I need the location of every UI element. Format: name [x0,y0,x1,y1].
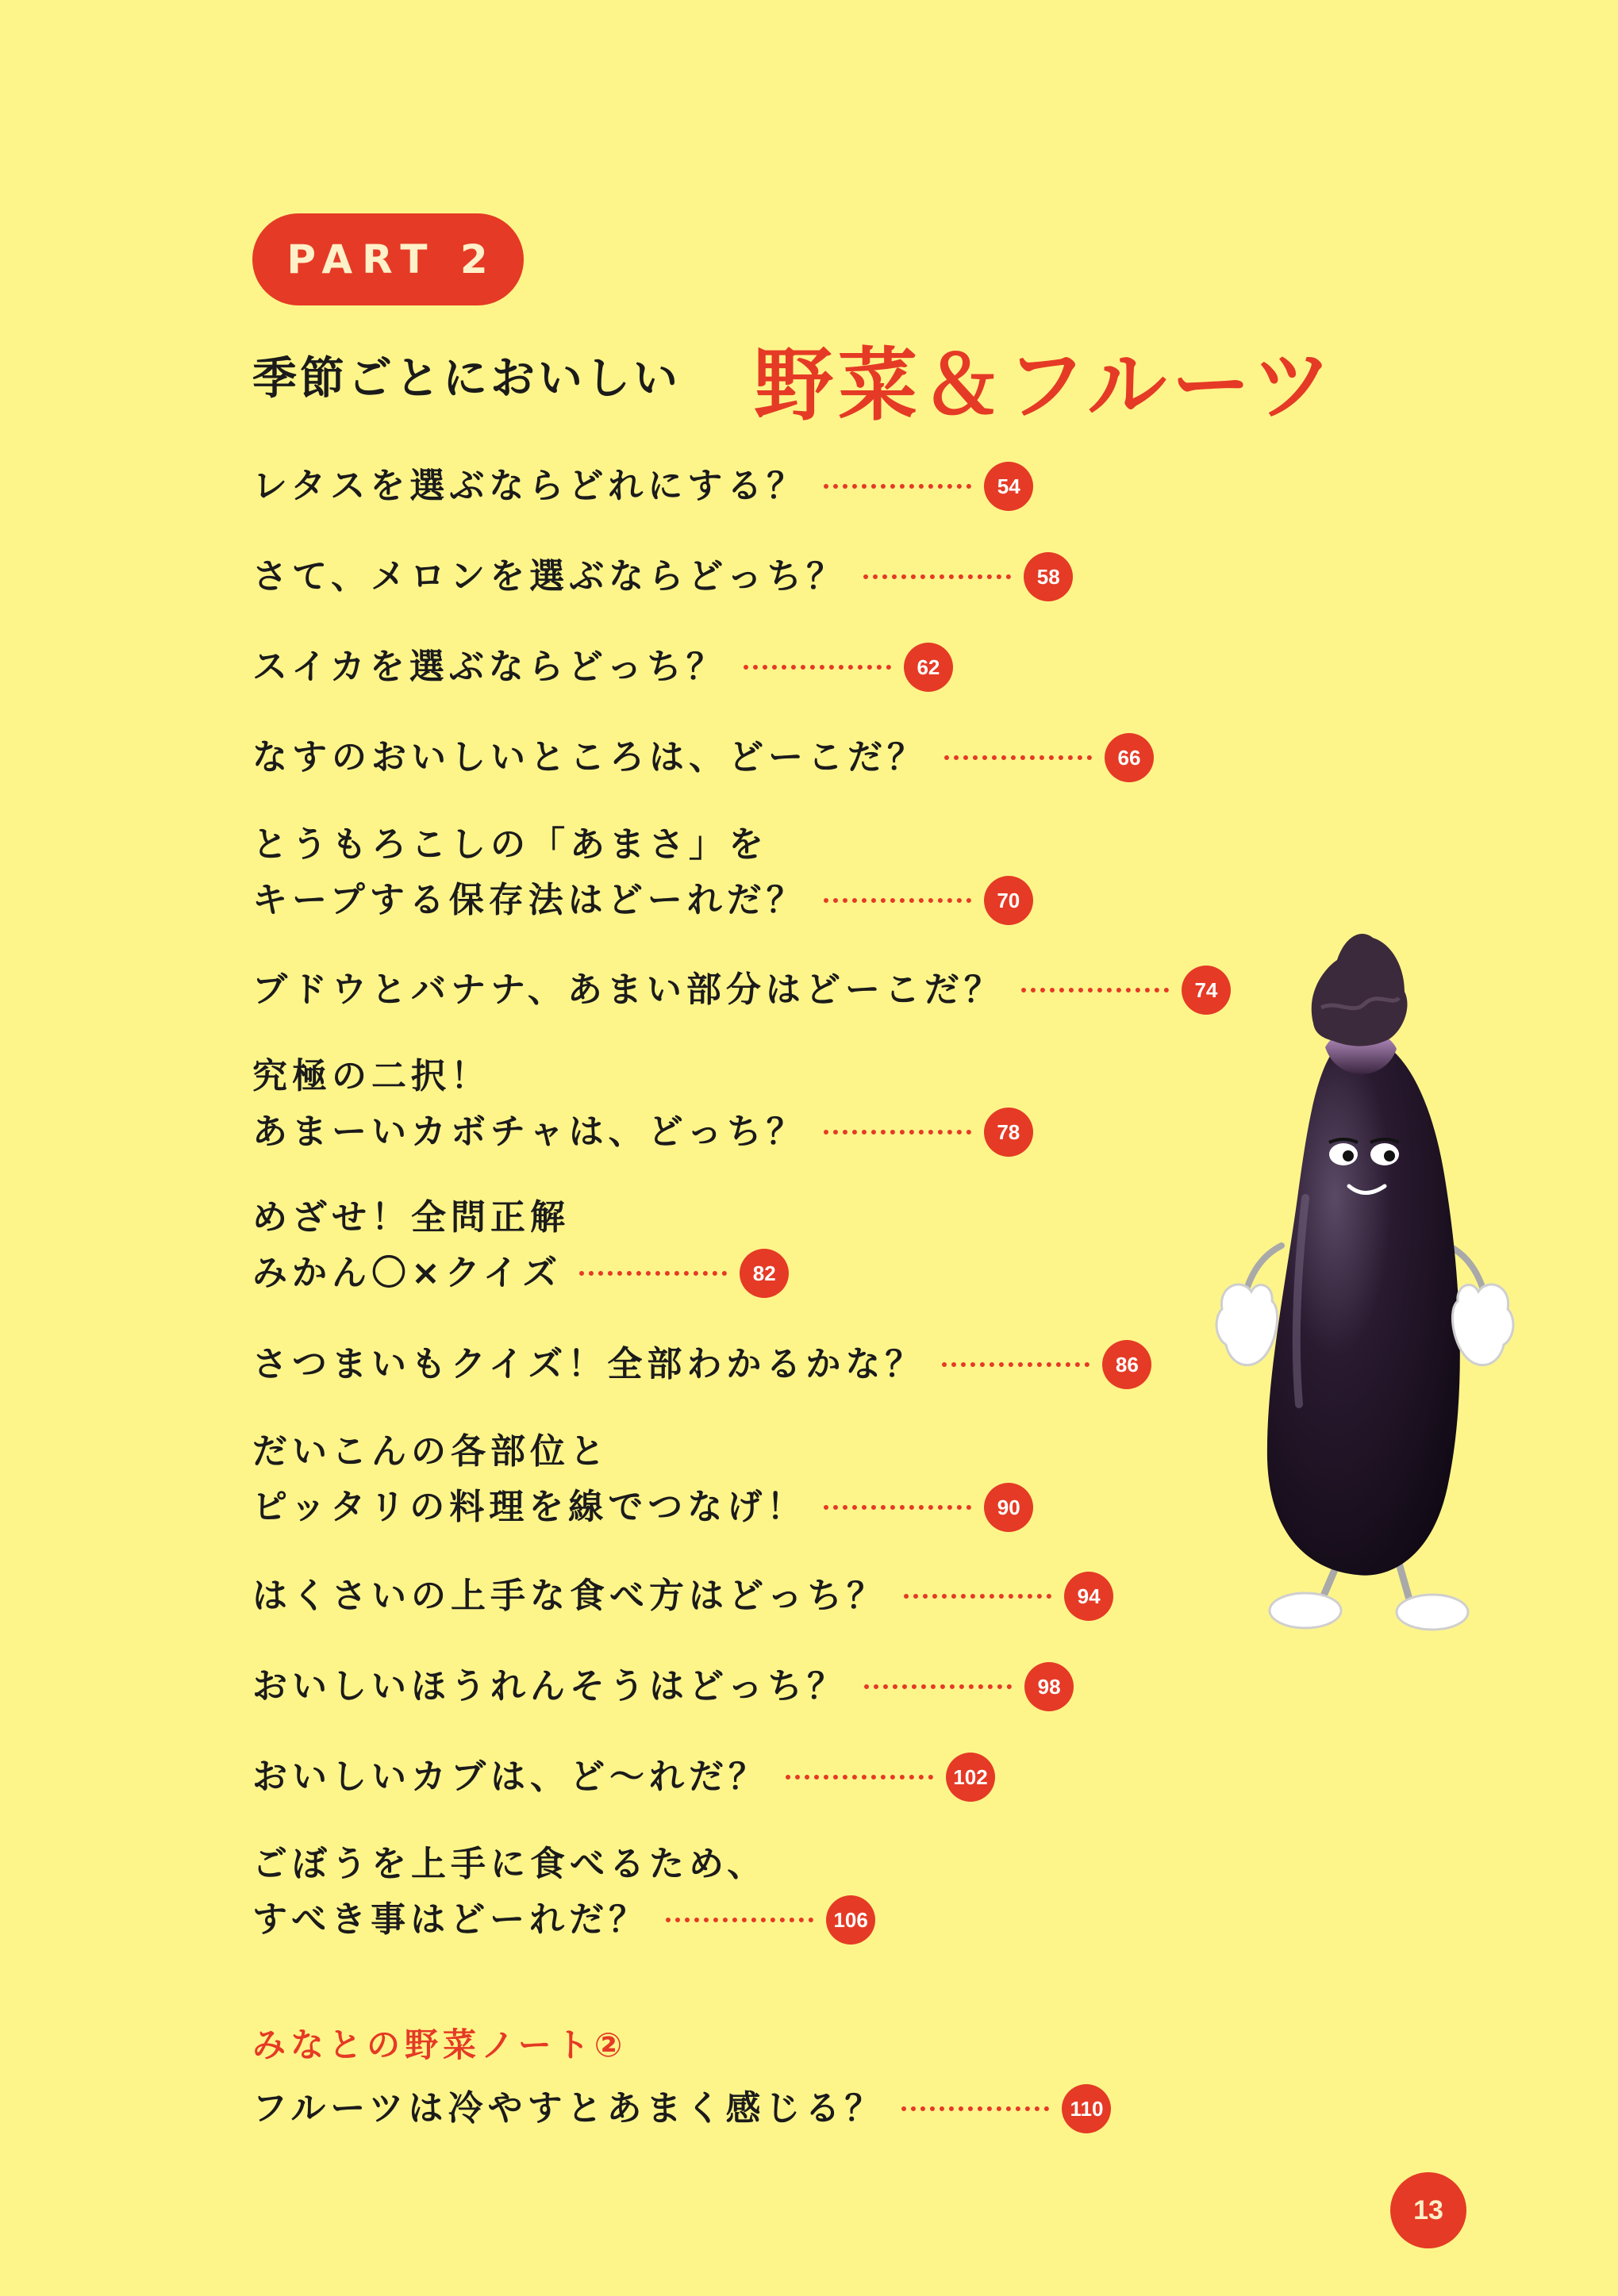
toc-entry-title: さつまいもクイズ！全部わかるかな？ [252,1344,925,1384]
toc-entry[interactable] [252,1568,1113,1624]
toc-entry-title: レタスを選ぶならどれにする？ [252,466,807,506]
dotted-leader [824,484,971,489]
toc-entry-title: スイカを選ぶならどっち？ [252,647,726,687]
page-badge: 74 [1182,966,1231,1015]
dotted-leader [863,574,1011,579]
part-badge: PART 2 [252,213,524,305]
page-badge: 94 [1064,1572,1113,1621]
page-badge: 66 [1105,733,1154,782]
eggplant-character-icon [1194,912,1528,1642]
page-badge: 58 [1024,552,1073,601]
dotted-leader [864,1684,1012,1689]
page-badge: 106 [826,1895,875,1945]
page-badge: 98 [1024,1662,1074,1711]
toc-entry-title: めざせ！全問正解 [252,1197,570,1238]
page-badge: 82 [740,1249,789,1298]
page-badge: 78 [984,1108,1033,1157]
toc-entry[interactable] [252,817,1033,928]
toc-entry-title: ごぼうを上手に食べるため、 [252,1844,767,1884]
page-badge: 90 [984,1483,1033,1532]
toc-entry-title-line2: みかん〇×クイズ [252,1253,563,1293]
note-label: みなとの野菜ノート② [252,2025,628,2064]
dotted-leader [824,1505,971,1510]
toc-entry[interactable] [252,962,1231,1018]
toc-entry[interactable] [252,1049,1033,1160]
dotted-leader [904,1594,1051,1599]
page-badge: 54 [984,462,1033,511]
page-badge: 102 [946,1753,995,1802]
toc-entry[interactable] [252,1424,1033,1535]
toc-entry[interactable] [252,459,1033,514]
dotted-leader [579,1271,727,1276]
page-badge: 62 [904,643,953,692]
dotted-leader [1021,988,1169,993]
toc-entry-title: とうもろこしの「あまさ」を [252,824,768,865]
section-title-accent: 野菜＆フルーツ [754,339,1336,432]
toc-entry-title: おいしいカブは、ど〜れだ？ [252,1757,768,1797]
dotted-leader [824,1130,971,1135]
page-badge: 110 [1062,2084,1111,2133]
toc-entry-title: 究極の二択！ [252,1056,490,1096]
toc-entry-title: だいこんの各部位と [252,1431,609,1472]
toc-entry[interactable] [252,639,953,695]
toc-entry[interactable] [252,1337,1151,1392]
page-number: 13 [1390,2172,1466,2248]
dotted-leader [942,1362,1090,1367]
toc-entry-title: さて、メロンを選ぶならどっち？ [252,556,847,597]
toc-entry[interactable] [252,1659,1074,1714]
dotted-leader [824,898,971,903]
toc-entry-title-line2: ピッタリの料理を線でつなげ！ [252,1487,807,1527]
toc-entry-title: なすのおいしいところは、どーこだ？ [252,737,927,777]
toc-entry[interactable] [252,1749,995,1805]
toc-entry-title: おいしいほうれんそうはどっち？ [252,1666,847,1707]
toc-entry-note[interactable] [252,2081,1111,2137]
section-title-main: 季節ごとにおいしい [252,353,681,405]
page-badge: 86 [1102,1340,1151,1389]
toc-entry[interactable] [252,549,1073,605]
dotted-leader [786,1775,933,1780]
toc-entry-title: はくさいの上手な食べ方はどっち？ [252,1576,887,1616]
dotted-leader [944,755,1092,760]
dotted-leader [666,1918,813,1922]
toc-entry[interactable] [252,1837,875,1948]
dotted-leader [744,665,891,670]
toc-entry-title: フルーツは冷やすとあまく感じる？ [252,2088,885,2129]
toc-entry[interactable] [252,1190,789,1301]
page-badge: 70 [984,876,1033,925]
toc-entry-title-line2: キープする保存法はどーれだ？ [252,880,806,920]
toc-entry[interactable] [252,730,1154,785]
dotted-leader [901,2106,1049,2111]
toc-entry-title: ブドウとバナナ、あまい部分はどーこだ？ [252,969,1004,1010]
toc-entry-title-line2: すべき事はどーれだ？ [252,1899,649,1940]
toc-entry-title-line2: あまーいカボチャは、どっち？ [252,1112,806,1152]
